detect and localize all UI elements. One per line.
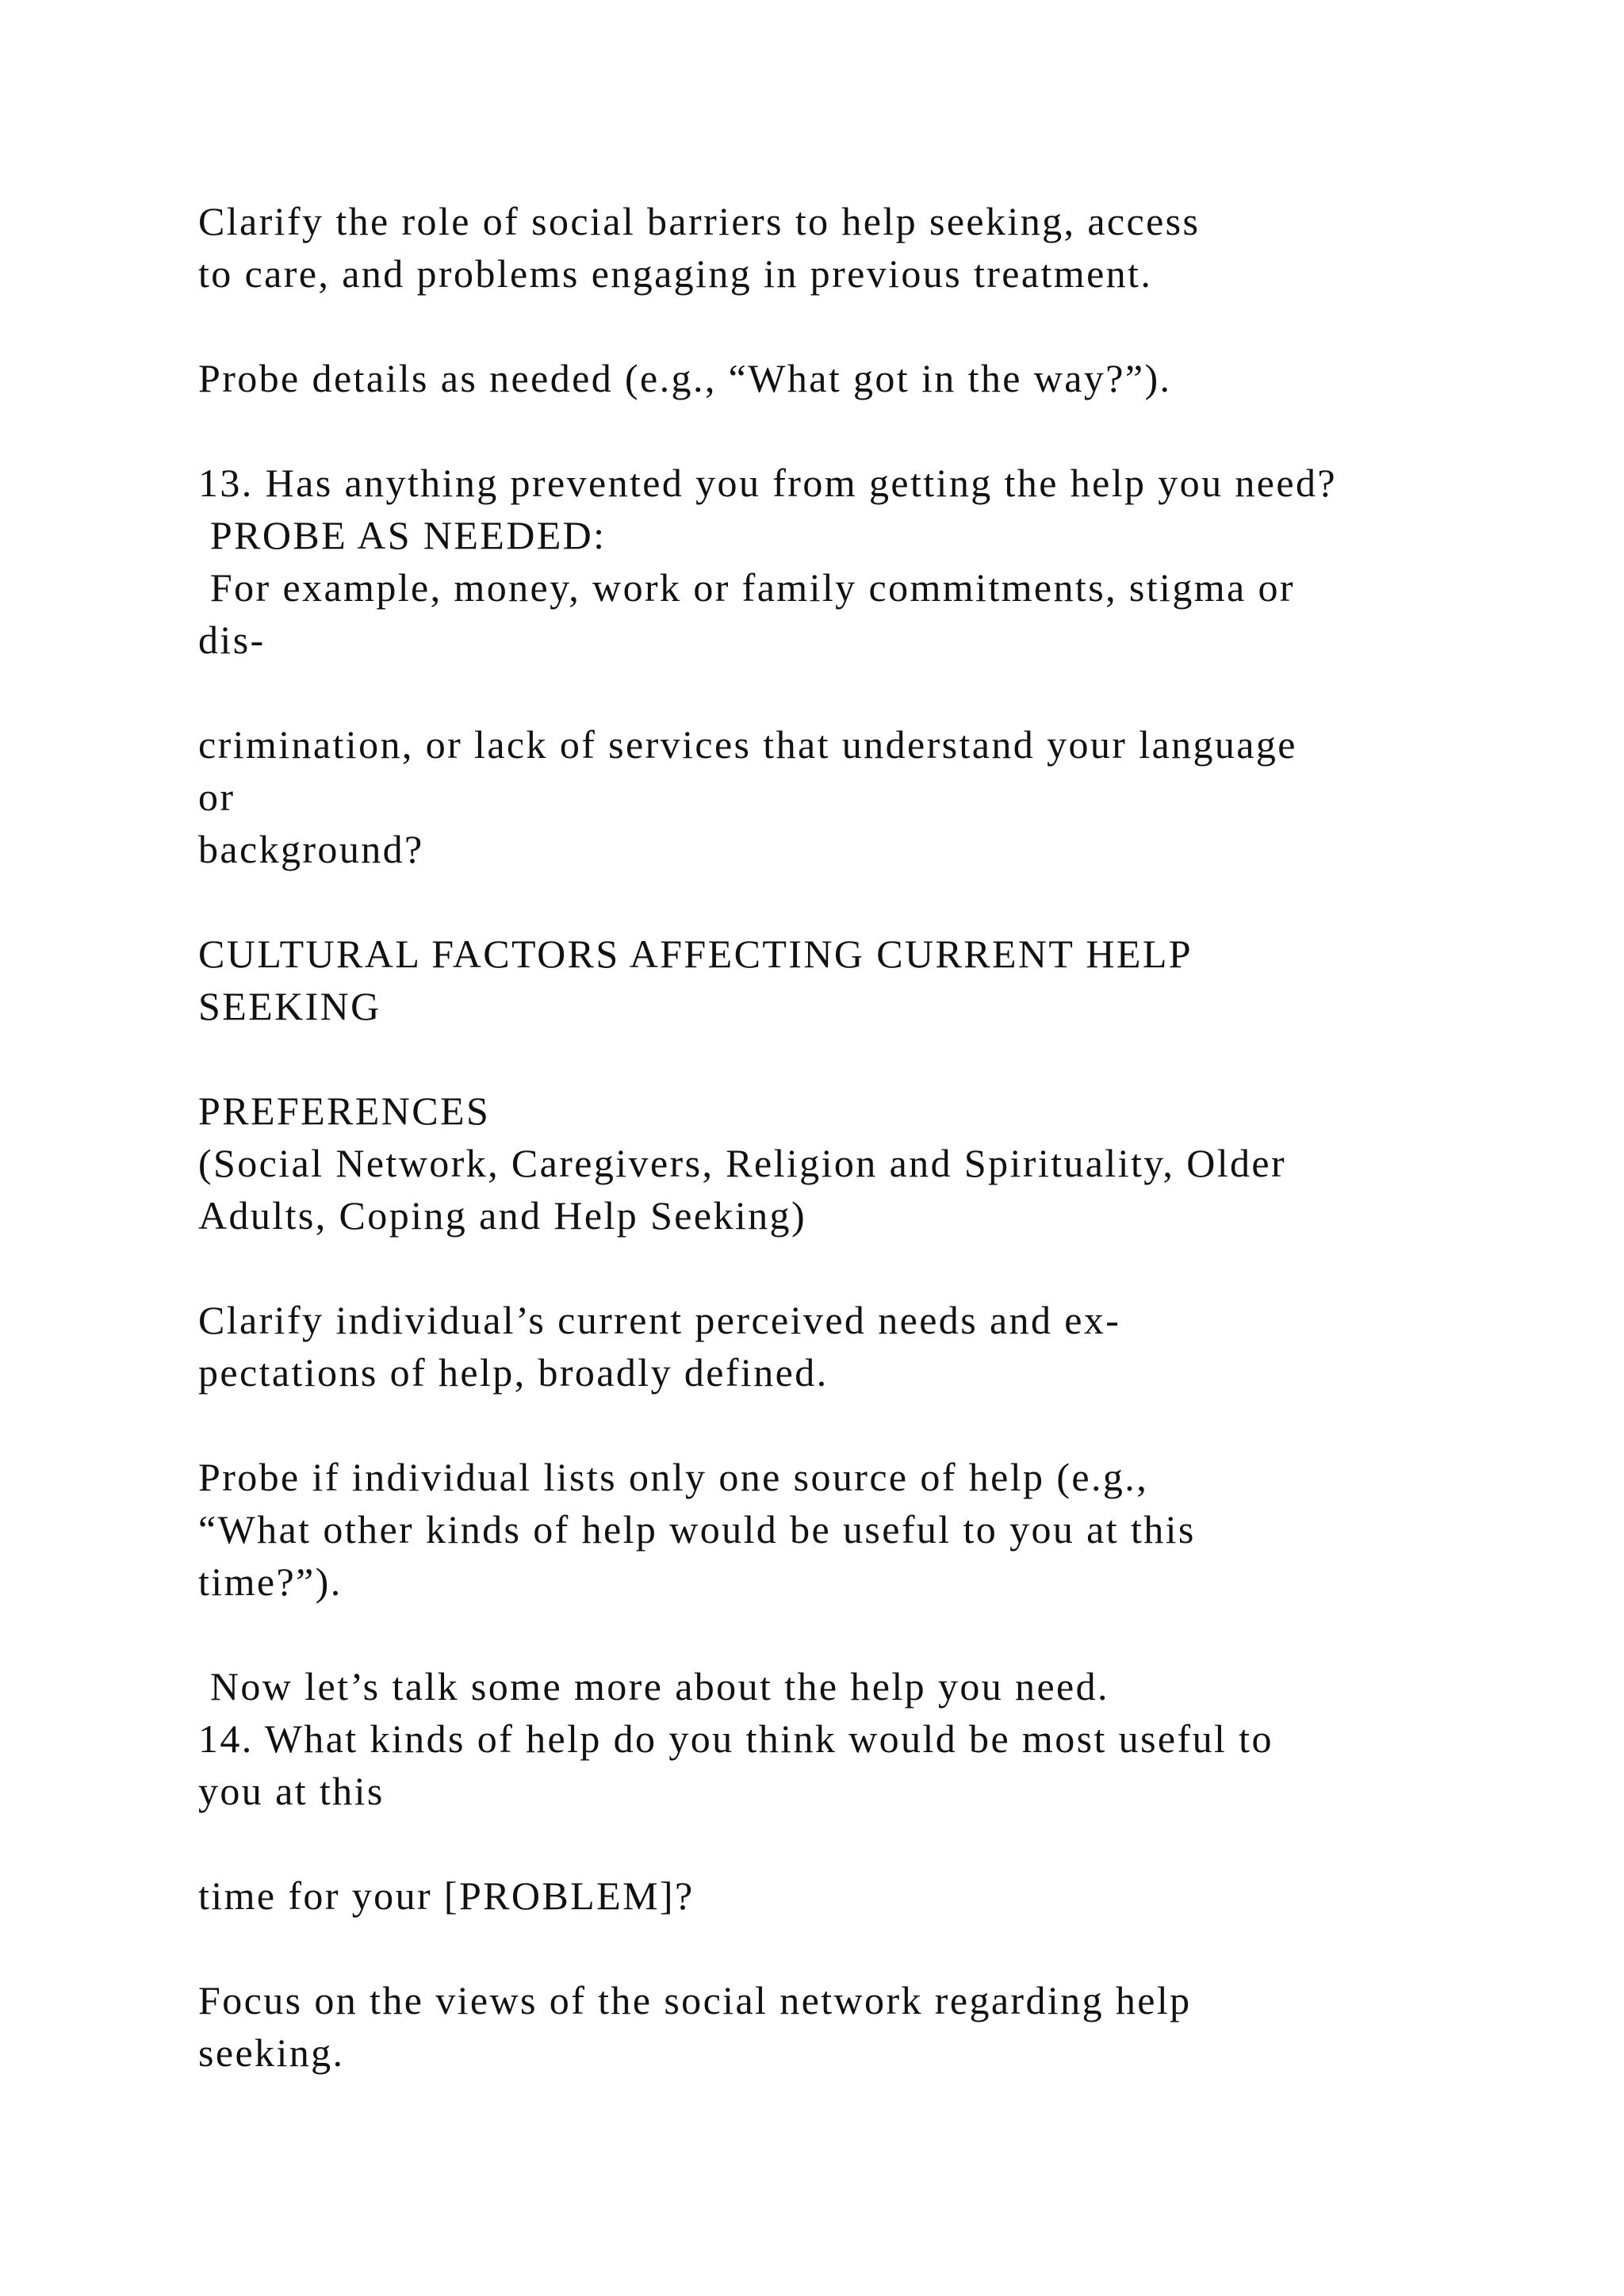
- section-heading: CULTURAL FACTORS AFFECTING CURRENT HELP: [198, 932, 1193, 976]
- blank-line: [198, 300, 1546, 352]
- text-line: Now let’s talk some more about the help you need.: [198, 1664, 1109, 1709]
- text-line: “What other kinds of help would be useful to you at this: [198, 1507, 1196, 1552]
- text-line: time?”).: [198, 1559, 343, 1604]
- text-line: to care, and problems engaging in previous treatment.: [198, 251, 1153, 296]
- text-line: you at this: [198, 1769, 385, 1813]
- text-line: Focus on the views of the social network regarding help: [198, 1978, 1192, 2022]
- section-heading: SEEKING: [198, 984, 381, 1028]
- text-line: seeking.: [198, 2030, 345, 2075]
- question-14: 14. What kinds of help do you think would be most useful to: [198, 1716, 1274, 1761]
- text-line: Clarify individual’s current perceived needs and ex-: [198, 1298, 1121, 1342]
- text-line: (Social Network, Caregivers, Religion and Spirituality, Older: [198, 1141, 1287, 1185]
- text-line: Clarify the role of social barriers to help seeking, access: [198, 199, 1201, 243]
- blank-line: [198, 1922, 1546, 1974]
- text-line: Probe if individual lists only one source of help (e.g.,: [198, 1455, 1149, 1499]
- blank-line: [198, 1399, 1546, 1451]
- text-line: time for your [PROBLEM]?: [198, 1873, 695, 1918]
- blank-line: [198, 1242, 1546, 1294]
- text-line: dis-: [198, 618, 266, 662]
- document-body: [198, 195, 1546, 2079]
- probe-heading: PROBE AS NEEDED:: [198, 513, 607, 557]
- blank-line: [198, 875, 1546, 928]
- text-line: Adults, Coping and Help Seeking): [198, 1193, 807, 1238]
- section-heading: PREFERENCES: [198, 1089, 491, 1133]
- blank-line: [198, 404, 1546, 457]
- text-line: Probe details as needed (e.g., “What got in the way?”).: [198, 356, 1172, 400]
- text-line: pectations of help, broadly defined.: [198, 1350, 829, 1395]
- text-line: crimination, or lack of services that understand your language: [198, 722, 1297, 767]
- blank-line: [198, 1608, 1546, 1660]
- blank-line: [198, 666, 1546, 718]
- text-line: background?: [198, 827, 424, 871]
- question-13: 13. Has anything prevented you from getting the help you need?: [198, 461, 1337, 505]
- blank-line: [198, 1032, 1546, 1085]
- text-line: or: [198, 775, 236, 819]
- blank-line: [198, 1817, 1546, 1869]
- text-line: For example, money, work or family commitments, stigma or: [198, 565, 1295, 610]
